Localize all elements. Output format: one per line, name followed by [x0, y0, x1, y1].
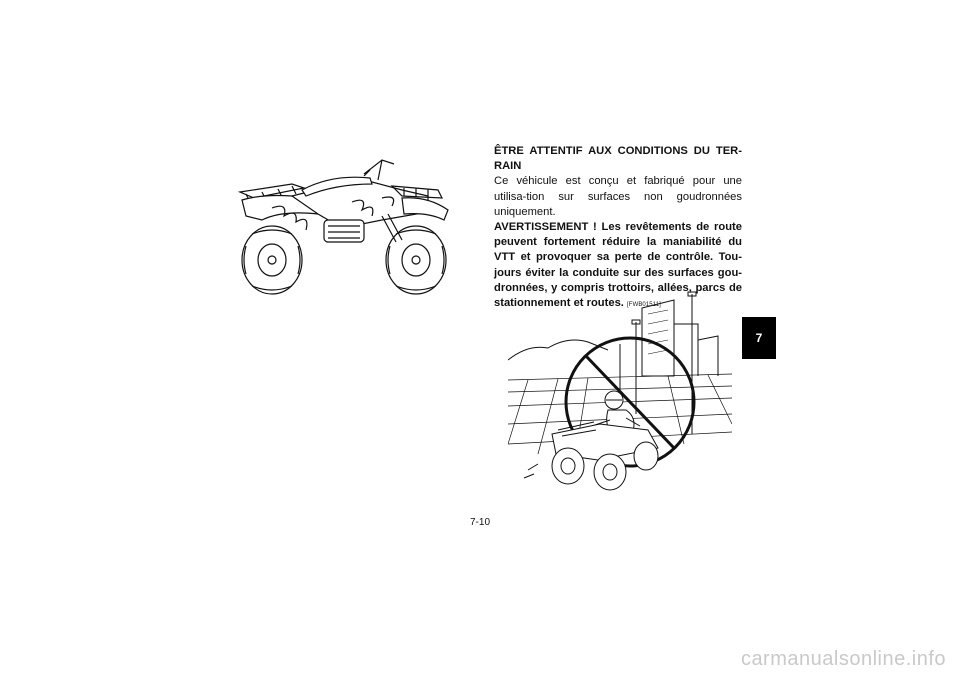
- section-body: Ce véhicule est conçu et fabriqué pour une utilisa-tion sur surfaces non goudronnées uniquement.: [494, 175, 742, 218]
- reference-code: [FWB01511]: [627, 302, 661, 309]
- terrain-section: [494, 144, 742, 313]
- warning-text: AVERTISSEMENT ! Les revêtements de route peuvent fortement réduire la maniabilité du VTT et provoquer sa perte de contrôle. Tou-jours éviter la conduite sur des surfaces gou-dronnées, y compris trottoirs, allées, parcs de stationnement et routes.: [494, 221, 742, 310]
- chapter-tab: 7: [742, 317, 776, 359]
- page-number: 7-10: [469, 517, 490, 528]
- warning-paragraph: [494, 220, 742, 313]
- watermark: carmanualsonline.info: [740, 648, 946, 670]
- no-pavement-riding-illustration: [508, 284, 732, 496]
- section-heading: ÊTRE ATTENTIF AUX CONDITIONS DU TER-RAIN: [494, 145, 742, 173]
- atv-flame-illustration: [232, 150, 464, 298]
